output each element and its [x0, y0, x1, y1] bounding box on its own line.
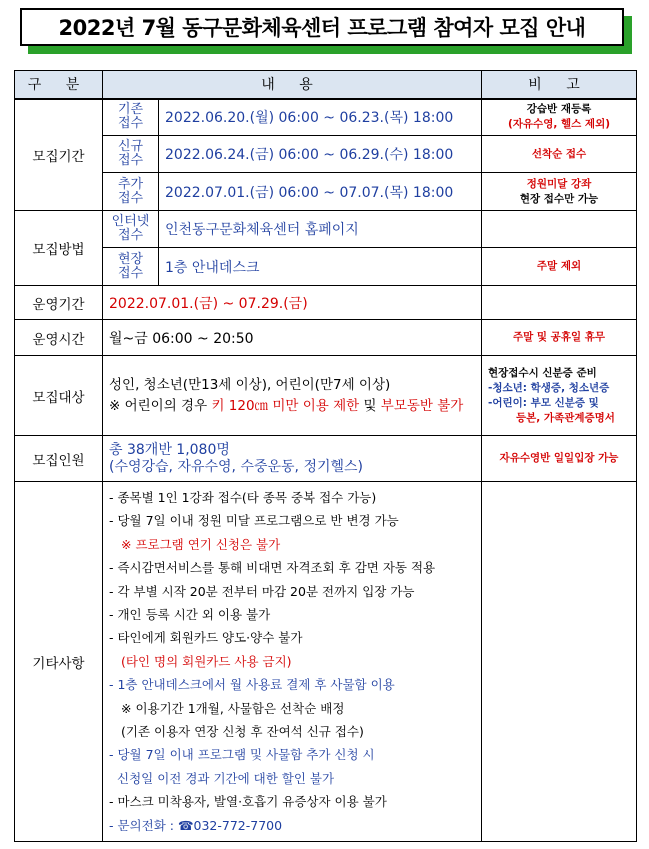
content-existing: 2022.06.20.(월) 06:00 ~ 06.23.(목) 18:00: [159, 99, 482, 136]
content-etc: [103, 482, 482, 842]
header-content: 내 용: [103, 71, 482, 99]
table-row: [15, 211, 637, 248]
table-header-row: [15, 71, 637, 99]
table-row: [15, 356, 637, 436]
note-operation-time: 주말 및 공휴일 휴무: [482, 320, 637, 356]
list-item: (타인 명의 회원카드 사용 금지): [121, 653, 292, 669]
header-category: 구 분: [15, 71, 103, 99]
list-item: - 1층 안내데스크에서 월 사용료 결제 후 사물함 이용: [109, 677, 395, 693]
category-recruit-period: 모집기간: [15, 99, 103, 211]
contact-phone: - 문의전화 : ☎032-772-7700: [109, 817, 283, 833]
note-new: 선착순 접수: [482, 136, 637, 173]
list-item: ※ 프로그램 연기 신청은 불가: [121, 536, 281, 552]
header-note: 비 고: [482, 71, 637, 99]
sub-internet: 인터넷 접수: [103, 211, 159, 248]
list-item: - 각 부별 시작 20분 전부터 마감 20분 전까지 입장 가능: [109, 583, 415, 599]
sub-additional: 추가 접수: [103, 173, 159, 211]
table-row: [15, 436, 637, 482]
list-item: - 타인에게 회원카드 양도·양수 불가: [109, 630, 303, 646]
category-recruit-method: 모집방법: [15, 211, 103, 286]
list-item: 신청일 이전 경과 기간에 대한 할인 불가: [117, 770, 335, 786]
list-item: (기존 이용자 연장 신청 후 잔여석 신규 접수): [121, 724, 364, 740]
content-target: 성인, 청소년(만13세 이상), 어린이(만7세 이상) ※ 어린이의 경우 키 120㎝ 미만 이용 제한 및 부모동반 불가: [103, 356, 482, 436]
title-banner: [20, 8, 632, 54]
note-etc: [482, 482, 637, 842]
list-item: - 마스크 미착용자, 발열·호흡기 유증상자 이용 불가: [109, 794, 387, 810]
note-additional: 정원미달 강좌 현장 접수만 가능: [482, 173, 637, 211]
content-headcount: 총 38개반 1,080명 (수영강습, 자유수영, 수중운동, 정기헬스): [103, 436, 482, 482]
note-onsite: 주말 제외: [482, 248, 637, 286]
table-row: [15, 482, 637, 842]
table-row: [15, 320, 637, 356]
category-target: 모집대상: [15, 356, 103, 436]
content-internet: 인천동구문화체육센터 홈페이지: [159, 211, 482, 248]
category-operation-time: 운영시간: [15, 320, 103, 356]
content-new: 2022.06.24.(금) 06:00 ~ 06.29.(수) 18:00: [159, 136, 482, 173]
note-existing: 강습반 재등록 (자유수영, 헬스 제외): [482, 99, 637, 136]
note-target: 현장접수시 신분증 준비 -청소년: 학생증, 청소년증 -어린이: 부모 신분증 및 등본, 가족관계증명서: [482, 356, 637, 436]
content-onsite: 1층 안내데스크: [159, 248, 482, 286]
list-item: - 당월 7일 이내 정원 미달 프로그램으로 반 변경 가능: [109, 513, 399, 529]
category-etc: 기타사항: [15, 482, 103, 842]
list-item: - 종목별 1인 1강좌 접수(타 종목 중복 접수 가능): [109, 490, 377, 505]
title-shadow-bottom: [28, 46, 632, 54]
list-item: - 당월 7일 이내 프로그램 및 사물함 추가 신청 시: [109, 747, 375, 763]
note-headcount: 자유수영반 일일입장 가능: [482, 436, 637, 482]
table-row: [15, 248, 637, 286]
sub-new: 신규 접수: [103, 136, 159, 173]
sub-onsite: 현장 접수: [103, 248, 159, 286]
page-title: 2022년 7월 동구문화체육센터 프로그램 참여자 모집 안내: [58, 16, 586, 40]
table-row: [15, 173, 637, 211]
table-row: [15, 136, 637, 173]
content-operation-time: 월~금 06:00 ~ 20:50: [103, 320, 482, 356]
category-operation-period: 운영기간: [15, 286, 103, 320]
list-item: - 즉시감면서비스를 통해 비대면 자격조회 후 감면 자동 적용: [109, 560, 436, 576]
title-shadow-right: [624, 16, 632, 54]
table-row: [15, 99, 637, 136]
content-operation-period: 2022.07.01.(금) ~ 07.29.(금): [103, 286, 482, 320]
note-operation-period: [482, 286, 637, 320]
content-additional: 2022.07.01.(금) 06:00 ~ 07.07.(목) 18:00: [159, 173, 482, 211]
title-box: [20, 8, 624, 46]
note-internet: [482, 211, 637, 248]
category-headcount: 모집인원: [15, 436, 103, 482]
list-item: ※ 이용기간 1개월, 사물함은 선착순 배정: [121, 700, 345, 716]
table-row: [15, 286, 637, 320]
list-item: - 개인 등록 시간 외 이용 불가: [109, 607, 271, 623]
info-table: [14, 70, 637, 842]
sub-existing: 기존 접수: [103, 99, 159, 136]
